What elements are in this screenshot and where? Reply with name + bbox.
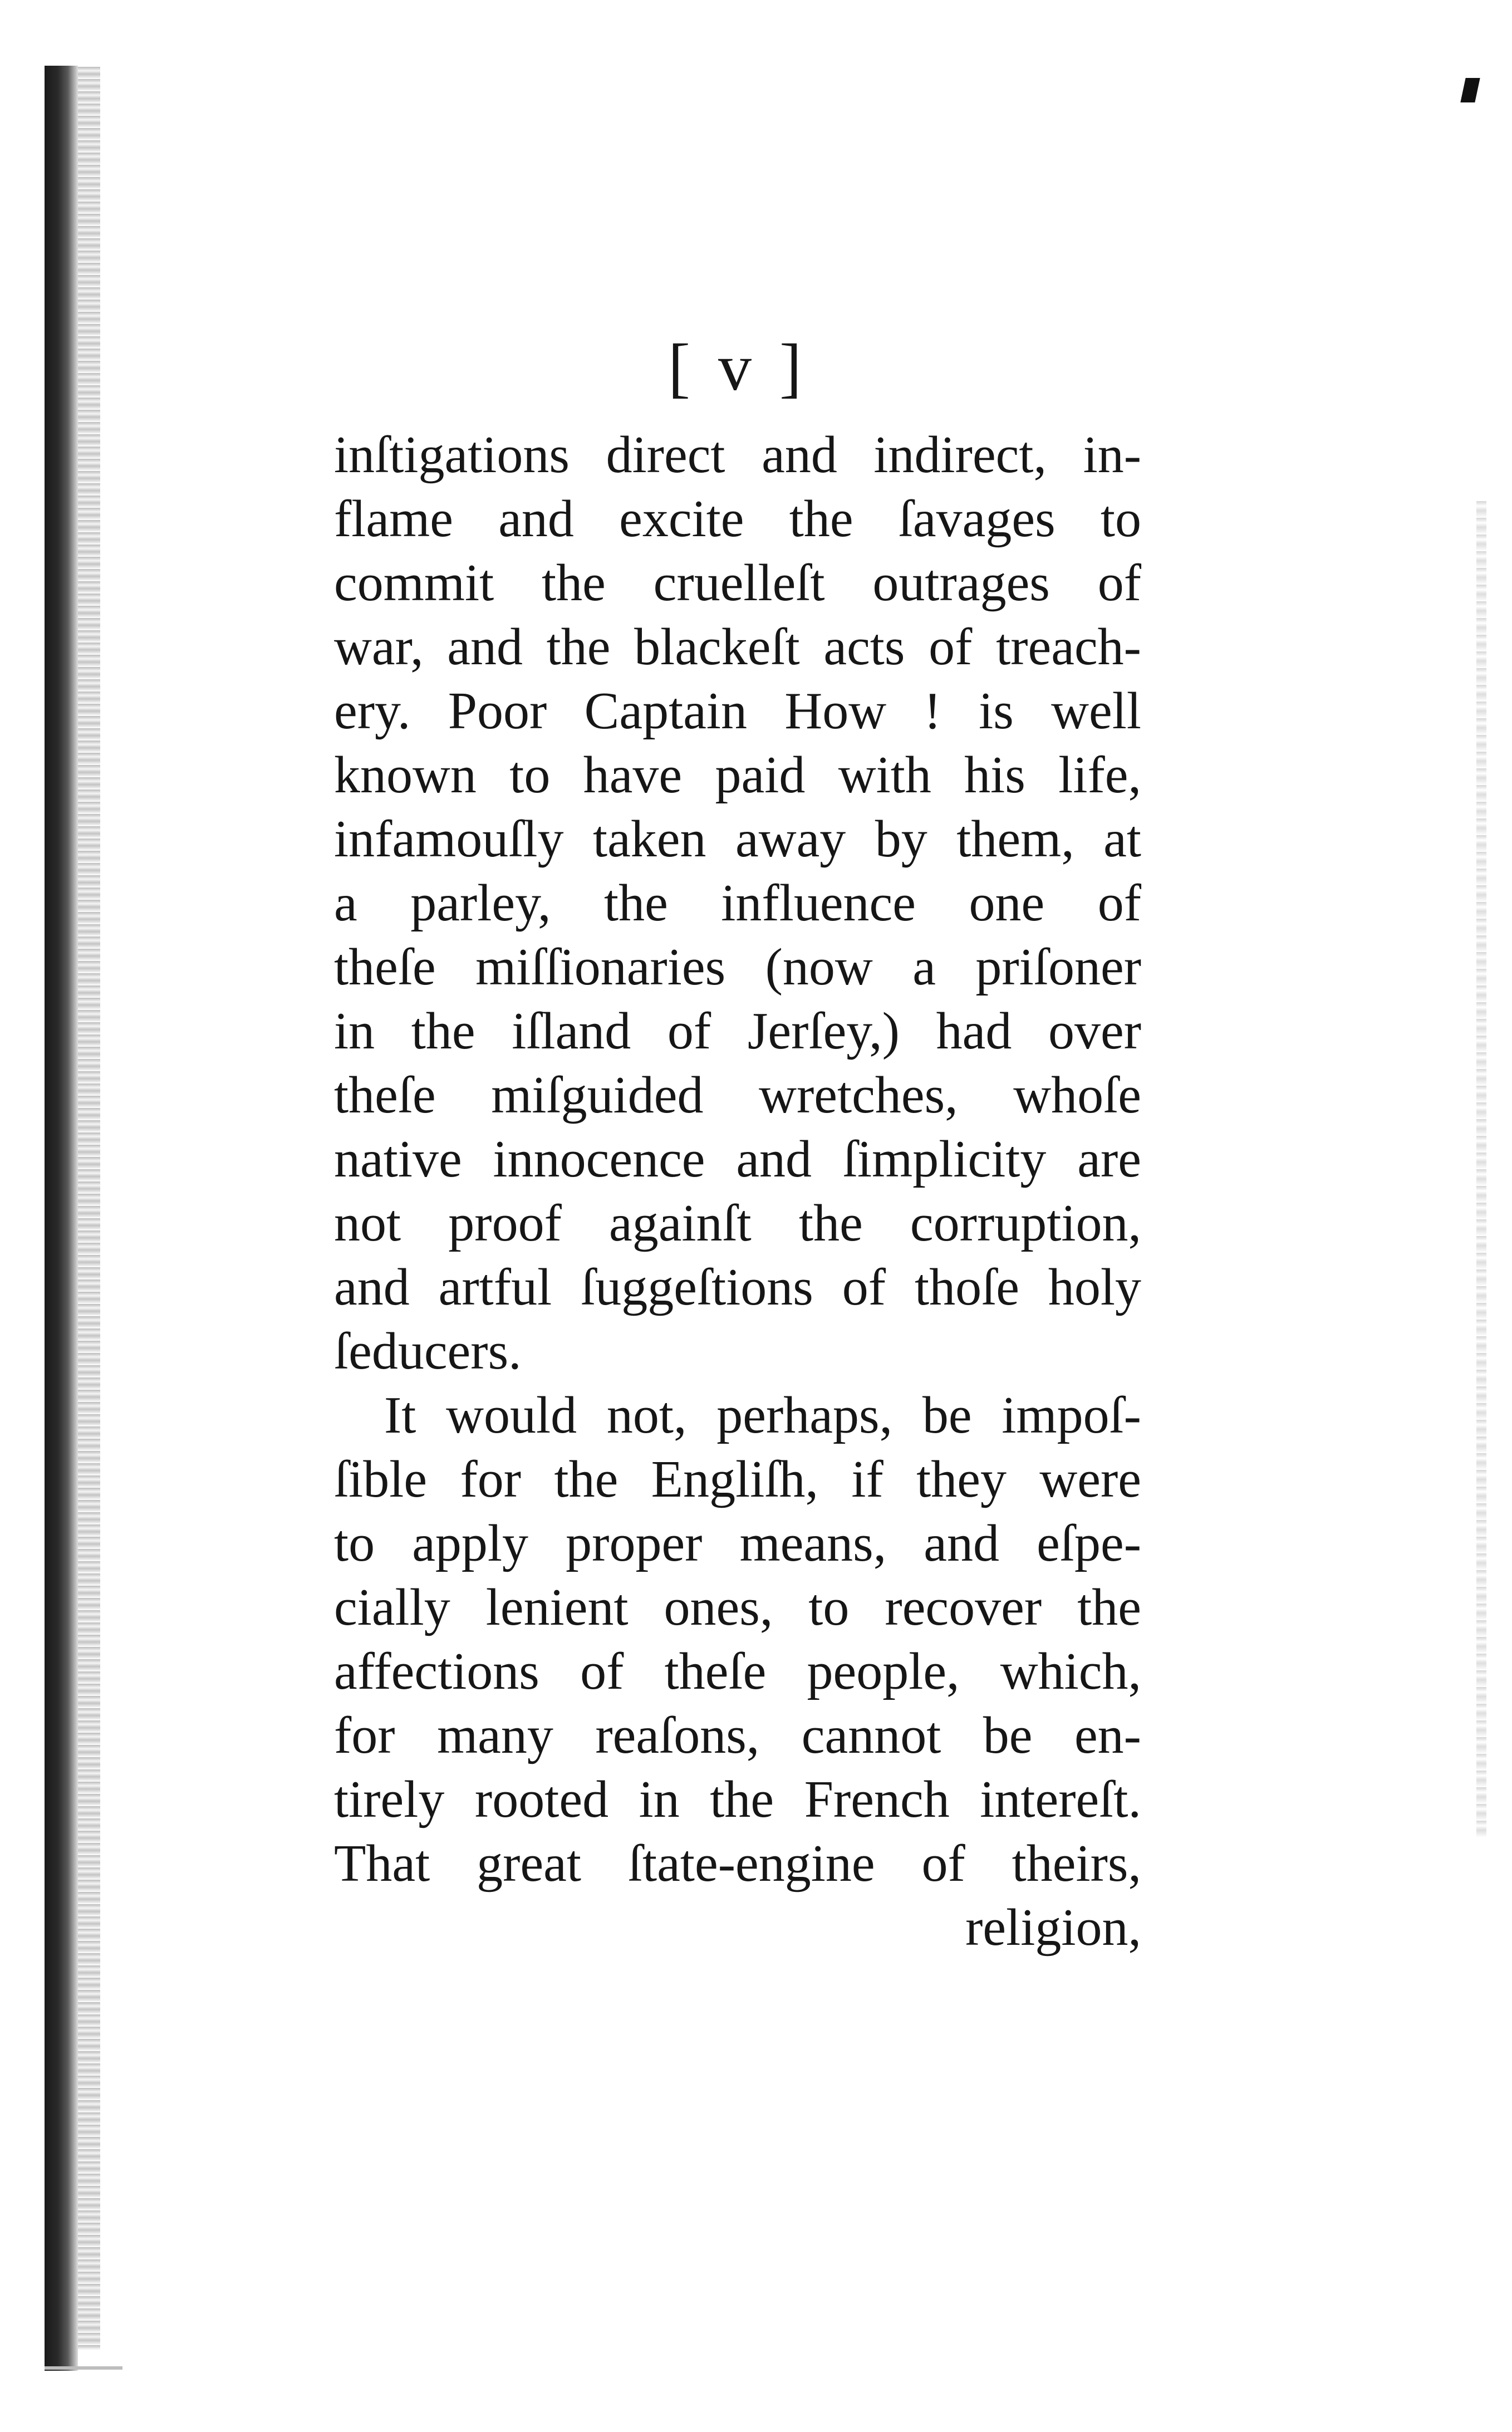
text-line: commit the cruelleſt outrages of — [334, 554, 1141, 612]
corner-ink-mark — [1460, 78, 1480, 102]
body-text — [334, 423, 1141, 1960]
text-line: ſible for the Engliſh, if they were — [334, 1450, 1141, 1508]
page-number-header: [ v ] — [668, 330, 807, 404]
text-line: a parley, the influence one of — [334, 874, 1141, 932]
edge-speckle — [1476, 501, 1486, 1837]
text-line: That great ſtate-engine of theirs, — [334, 1835, 1141, 1892]
text-line: in the iſland of Jerſey,) had over — [334, 1002, 1141, 1060]
bottom-edge-line — [45, 2366, 122, 2370]
text-line: for many reaſons, cannot be en- — [334, 1707, 1141, 1764]
text-line: known to have paid with his life, — [334, 746, 1141, 804]
text-line: tirely rooted in the French intereſt. — [334, 1771, 1141, 1828]
text-line: flame and excite the ſavages to — [334, 490, 1141, 548]
text-line: affections of theſe people, which, — [334, 1642, 1141, 1700]
text-line: inſtigations direct and indirect, in- — [334, 426, 1141, 484]
text-line: infamouſly taken away by them, at — [334, 810, 1141, 868]
binding-shadow — [45, 66, 78, 2371]
text-line: to apply proper means, and eſpe- — [334, 1514, 1141, 1572]
text-line: ery. Poor Captain How ! is well — [334, 682, 1141, 740]
text-line: theſe miſguided wretches, whoſe — [334, 1066, 1141, 1124]
text-line: ſeducers. — [334, 1322, 522, 1380]
text-line: It would not, perhaps, be impoſ- — [384, 1386, 1141, 1444]
text-line: theſe miſſionaries (now a priſoner — [334, 938, 1141, 996]
catchword: religion, — [965, 1899, 1141, 1957]
text-line: not proof againſt the corruption, — [334, 1194, 1141, 1252]
text-line: cially lenient ones, to recover the — [334, 1578, 1141, 1636]
text-line: war, and the blackeſt acts of treach- — [334, 618, 1141, 676]
text-line: and artful ſuggeſtions of thoſe holy — [334, 1258, 1141, 1316]
binding-speckle — [78, 67, 100, 2350]
text-line: native innocence and ſimplicity are — [334, 1130, 1141, 1188]
